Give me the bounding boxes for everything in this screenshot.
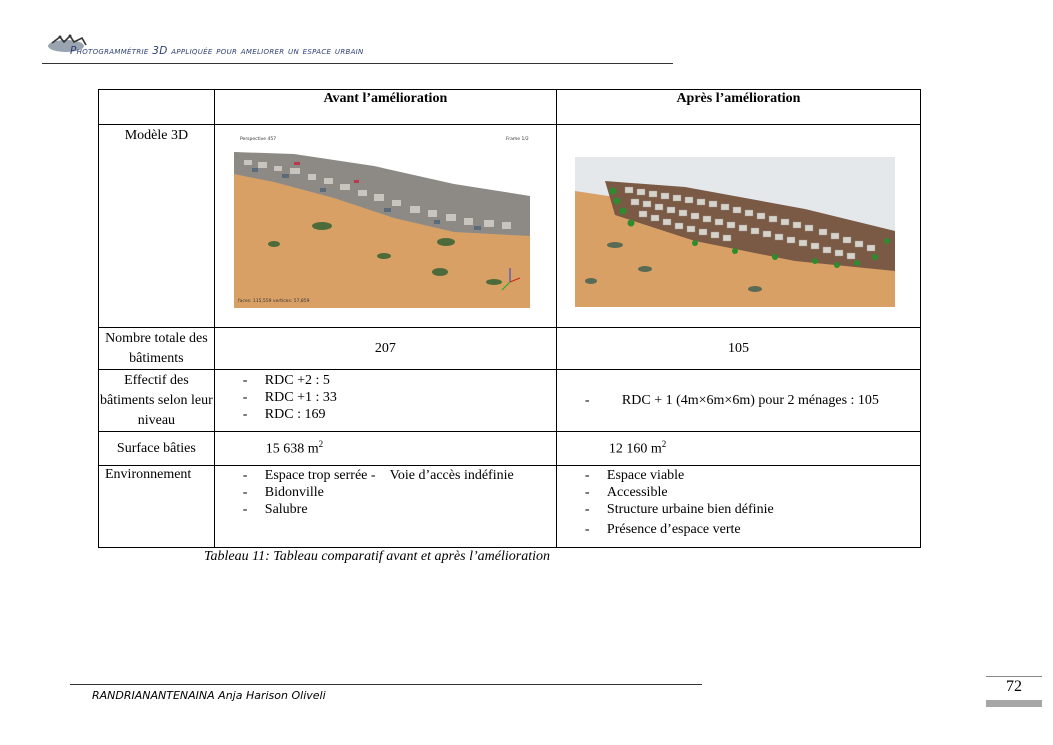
- model-after-image: [575, 157, 895, 307]
- list-item: - Salubre: [215, 501, 556, 518]
- list-item: - RDC +2 : 5: [215, 372, 556, 389]
- surface-before: 15 638 m: [265, 441, 319, 457]
- list-item: - RDC +1 : 33: [215, 389, 556, 406]
- total-before: 207: [214, 328, 556, 370]
- table-row-effectif: [99, 370, 921, 432]
- surface-after-cell: [556, 432, 920, 466]
- surface-before-cell: [214, 432, 556, 466]
- overlay-perspective-label: Perspective 457: [239, 137, 276, 142]
- env-before-item-a: Espace trop serrée -: [264, 468, 376, 483]
- row-label-model: Modèle 3D: [99, 125, 215, 328]
- row-label-effectif: Effectif des bâtiments selon leur niveau: [99, 370, 215, 432]
- column-header-after: Après l’amélioration: [556, 90, 920, 125]
- row-label-total: Nombre totale des bâtiments: [99, 328, 215, 370]
- running-header-title: Photogrammétrie 3D appliquée pour ameliorer un espace urbain: [70, 45, 364, 57]
- list-item: - Accessible: [557, 484, 920, 501]
- env-before-cell: [214, 466, 556, 548]
- surface-unit-sup: 2: [318, 439, 324, 450]
- column-header-before: Avant l’amélioration: [214, 90, 556, 125]
- list-item: - Structure urbaine bien définie: [557, 501, 920, 518]
- overlay-frame-label: Frame 1/2: [505, 137, 529, 142]
- table-header-row: [99, 90, 921, 125]
- table-row-environment: [99, 466, 921, 548]
- row-label-surface: Surface bâties: [99, 432, 215, 466]
- table-row-surface: [99, 432, 921, 466]
- model-before-image: [234, 132, 530, 308]
- footer-divider: [70, 684, 702, 685]
- effectif-after-cell: [556, 370, 920, 432]
- footer-author: RANDRIANANTENAINA Anja Harison Oliveli: [92, 689, 326, 702]
- list-item: - Espace viable: [557, 467, 920, 484]
- env-before-item-b: Voie d’accès indéfinie: [389, 468, 514, 483]
- env-after-cell: [556, 466, 920, 548]
- list-item: - RDC : 169: [215, 406, 556, 423]
- surface-unit-sup: 2: [661, 439, 667, 450]
- surface-after: 12 160 m: [608, 441, 662, 457]
- env-before-list: [215, 467, 556, 518]
- header-divider: [42, 63, 673, 64]
- row-label-environment: Environnement: [99, 466, 215, 548]
- list-item: - RDC + 1 (4m×6m×6m) pour 2 ménages : 105: [557, 392, 920, 409]
- list-item: - Présence d’espace verte: [557, 521, 920, 538]
- effectif-before-list: [215, 372, 556, 423]
- effectif-after-list: [557, 392, 920, 409]
- table-row-model: [99, 125, 921, 328]
- table-row-total: [99, 328, 921, 370]
- total-after: 105: [556, 328, 920, 370]
- list-item: - Bidonville: [215, 484, 556, 501]
- list-item: [215, 467, 556, 484]
- header-empty-cell: [99, 90, 215, 125]
- model-after-cell: [556, 125, 920, 328]
- page-number-bar: [986, 700, 1042, 707]
- comparison-table: [98, 89, 921, 548]
- overlay-stats-label: faces: 115,559 vertices: 57,859: [237, 299, 310, 304]
- page-number: 72: [1006, 678, 1022, 695]
- effectif-before-cell: [214, 370, 556, 432]
- model-before-cell: [214, 125, 556, 328]
- table-caption: Tableau 11: Tableau comparatif avant et après l’amélioration: [204, 549, 550, 564]
- env-after-list: [557, 467, 920, 538]
